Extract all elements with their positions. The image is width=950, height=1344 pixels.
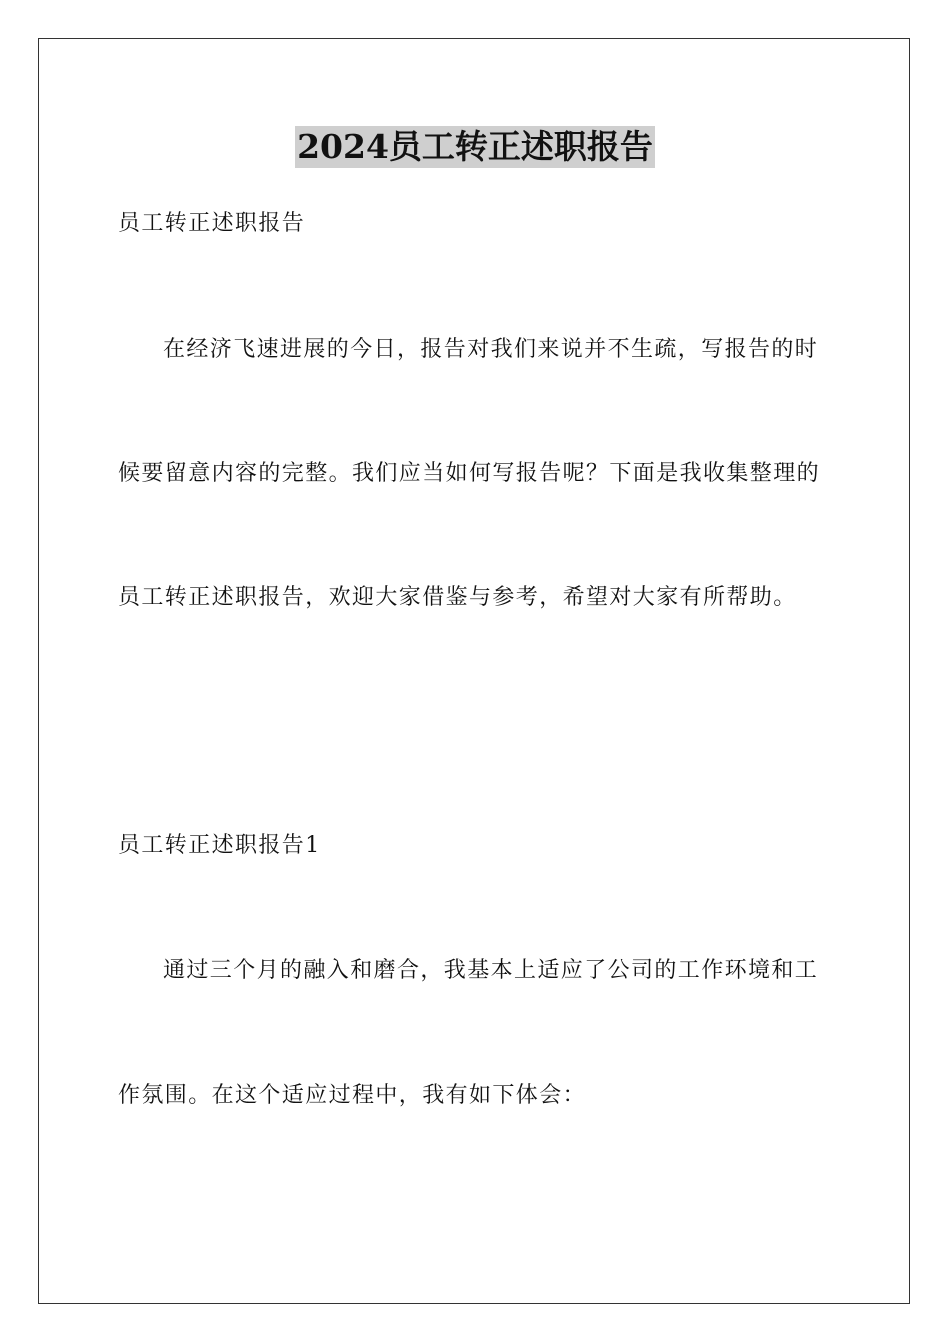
section-heading: 员工转正述职报告1 (118, 833, 321, 858)
title-container (0, 126, 950, 168)
intro-line-2: 候要留意内容的完整。我们应当如何写报告呢？下面是我收集整理的 (118, 461, 821, 486)
intro-line-1: 在经济飞速进展的今日，报告对我们来说并不生疏，写报告的时 (163, 337, 819, 362)
document-subtitle: 员工转正述职报告 (118, 211, 306, 236)
document-title: 2024员工转正述职报告 (297, 127, 653, 166)
section-line-1: 通过三个月的融入和磨合，我基本上适应了公司的工作环境和工 (163, 958, 819, 983)
section-line-2: 作氛围。在这个适应过程中，我有如下体会： (118, 1083, 587, 1108)
intro-line-3: 员工转正述职报告，欢迎大家借鉴与参考，希望对大家有所帮助。 (118, 585, 797, 610)
